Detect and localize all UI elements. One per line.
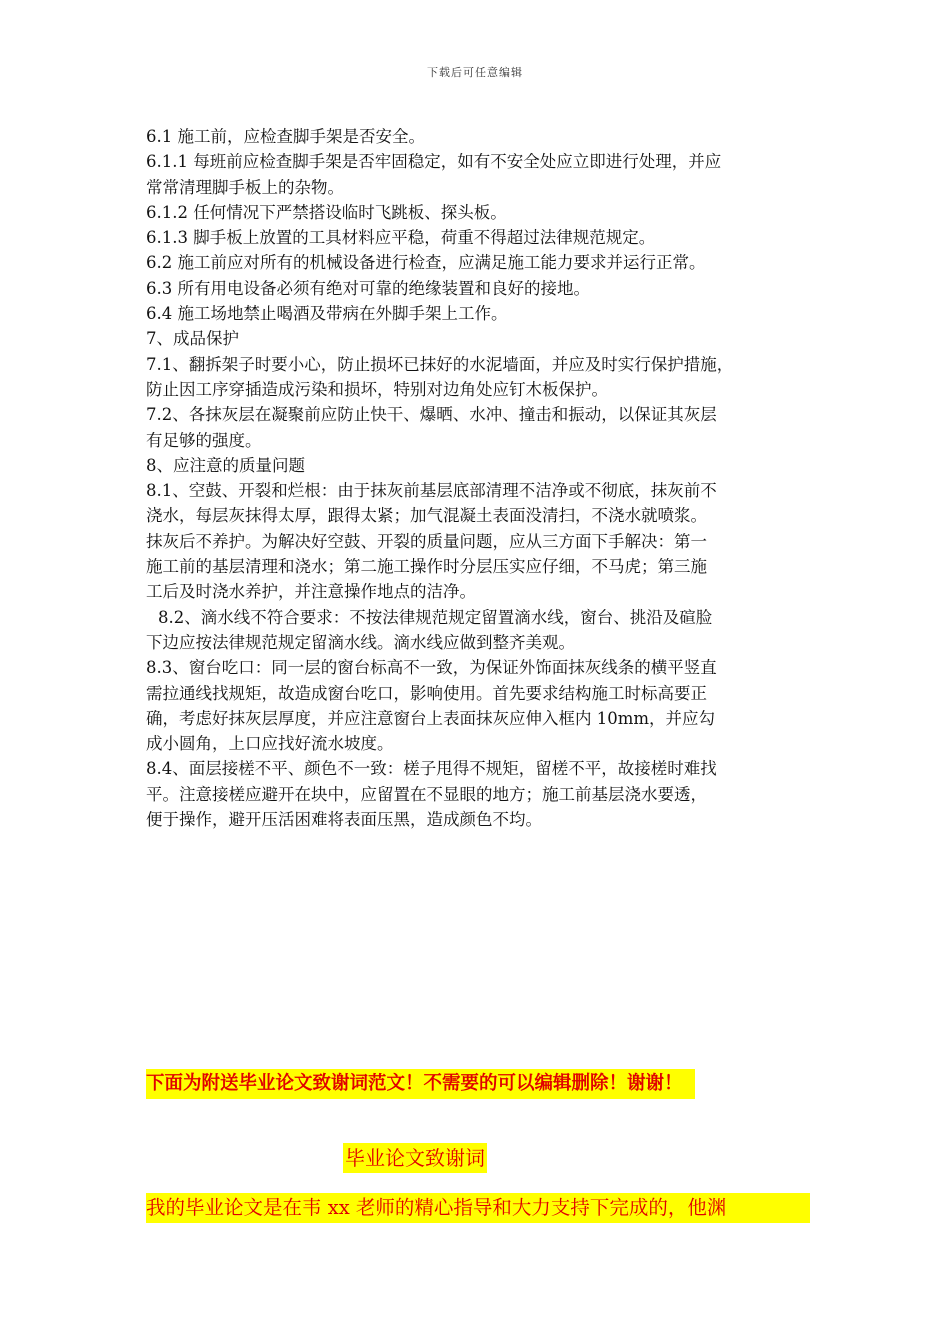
body-line: 7.2、各抹灰层在凝聚前应防止快干、爆晒、水冲、撞击和振动，以保证其灰层 xyxy=(146,405,717,425)
body-line: 常常清理脚手板上的杂物。 xyxy=(146,177,344,197)
body-line: 成小圆角，上口应找好流水坡度。 xyxy=(146,734,394,754)
body-line: 平。注意接槎应避开在块中，应留置在不显眼的地方；施工前基层浇水要透， xyxy=(146,784,707,804)
body-line: 8.1、空鼓、开裂和烂根：由于抹灰前基层底部清理不洁净或不彻底，抹灰前不 xyxy=(146,481,717,501)
acknowledgement-first-line: 我的毕业论文是在韦 xx 老师的精心指导和大力支持下完成的，他渊 xyxy=(146,1193,810,1223)
body-line: 6.1.2 任何情况下严禁搭设临时飞跳板、探头板。 xyxy=(146,202,507,222)
body-line: 便于操作，避开压活困难将表面压黑，造成颜色不均。 xyxy=(146,810,542,830)
body-line: 6.2 施工前应对所有的机械设备进行检查，应满足施工能力要求并运行正常。 xyxy=(146,253,706,273)
body-line: 6.1.1 每班前应检查脚手架是否牢固稳定，如有不安全处应立即进行处理，并应 xyxy=(146,152,722,172)
body-line: 6.4 施工场地禁止喝酒及带病在外脚手架上工作。 xyxy=(146,304,508,324)
body-line: 8.2、滴水线不符合要求：不按法律规范规定留置滴水线，窗台、挑沿及碹脸 xyxy=(158,607,713,627)
body-line: 抹灰后不养护。为解决好空鼓、开裂的质量问题，应从三方面下手解决：第一 xyxy=(146,531,707,551)
body-line: 浇水，每层灰抹得太厚，跟得太紧；加气混凝土表面没清扫，不浇水就喷浆。 xyxy=(146,506,707,526)
body-line: 6.1 施工前，应检查脚手架是否安全。 xyxy=(146,127,425,146)
body-line: 6.3 所有用电设备必须有绝对可靠的绝缘装置和良好的接地。 xyxy=(146,278,590,298)
body-line: 7.1、翻拆架子时要小心，防止损坏已抹好的水泥墙面，并应及时实行保护措施， xyxy=(146,354,734,374)
body-line: 8.4、面层接槎不平、颜色不一致：槎子甩得不规矩，留槎不平，故接槎时难找 xyxy=(146,759,717,779)
body-line: 工后及时浇水养护，并注意操作地点的洁净。 xyxy=(146,582,476,602)
body-line: 需拉通线找规矩，故造成窗台吃口，影响使用。首先要求结构施工时标高要正 xyxy=(146,683,707,703)
highlighted-notice: 下面为附送毕业论文致谢词范文！不需要的可以编辑删除！谢谢！ xyxy=(146,1069,695,1099)
document-body xyxy=(146,124,810,832)
body-line: 防止因工序穿插造成污染和损坏，特别对边角处应钉木板保护。 xyxy=(146,379,608,399)
body-line: 6.1.3 脚手板上放置的工具材料应平稳，荷重不得超过法律规范规定。 xyxy=(146,228,656,248)
body-line: 施工前的基层清理和浇水；第二施工操作时分层压实应仔细，不马虎；第三施 xyxy=(146,557,707,577)
body-line: 8.3、窗台吃口：同一层的窗台标高不一致，为保证外饰面抹灰线条的横平竖直 xyxy=(146,658,717,678)
section-heading: 8、应注意的质量问题 xyxy=(146,455,305,475)
page-header: 下载后可任意编辑 xyxy=(427,66,523,79)
body-line: 下边应按法律规范规定留滴水线。滴水线应做到整齐美观。 xyxy=(146,632,575,652)
body-line: 确，考虑好抹灰层厚度，并应注意窗台上表面抹灰应伸入框内 10mm，并应勾 xyxy=(146,708,716,728)
acknowledgement-title: 毕业论文致谢词 xyxy=(343,1143,487,1173)
body-line: 有足够的强度。 xyxy=(146,430,262,450)
section-heading: 7、成品保护 xyxy=(146,329,239,349)
